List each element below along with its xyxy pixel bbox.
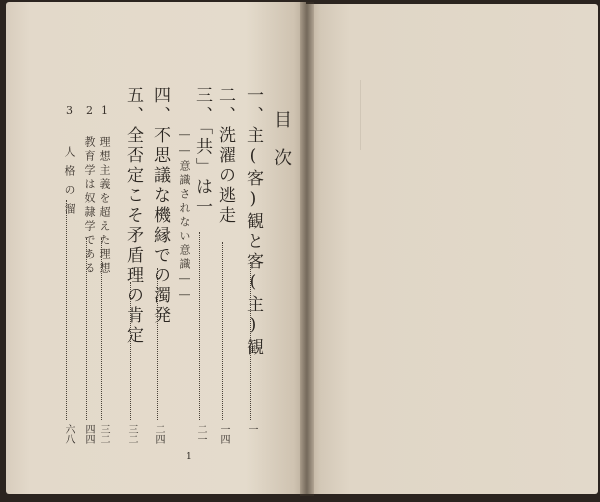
toc-subentry-3[interactable]: 3 人格の溜 [63,104,76,222]
leader-4 [157,268,158,420]
page-num-5: 三二 [126,424,137,444]
toc-subentry-2[interactable]: 2 教育学は奴隷学である [83,104,96,276]
toc-title: 目次 [271,110,292,186]
toc-subtitle: ――意識されない意識―― [178,128,191,304]
leader-2 [222,242,223,420]
right-page [306,4,598,494]
leader-3 [199,232,200,420]
page-num-8: 六八 [63,424,74,444]
toc-entry-3[interactable]: 三、「共」は一 [192,86,212,218]
page-num-2: 一四 [218,424,229,444]
folio-number: 1 [186,452,192,462]
page-num-3: 二一 [195,424,206,444]
toc-entry-2[interactable]: 二、洗濯の逃走 [215,86,235,226]
show-through-text [360,80,373,150]
page-num-7: 四四 [83,424,94,444]
leader-6 [101,238,102,420]
book-gutter [300,2,314,496]
page-num-6: 三二 [98,424,109,444]
toc-entry-1[interactable]: 一、主(客)観と客(主)観 [243,86,263,358]
leader-7 [86,238,87,420]
page-num-1: 一 [246,424,257,434]
toc-entry-4[interactable]: 四、不思議な機縁での濁発 [150,86,170,326]
toc-entry-5[interactable]: 五、全否定こそ矛盾理の肯定 [123,86,143,346]
page-num-4: 二四 [153,424,164,444]
leader-8 [66,200,67,420]
leader-1 [250,262,251,420]
leader-5 [130,282,131,420]
toc-subentry-1[interactable]: 1 理想主義を超えた理想 [98,104,111,276]
